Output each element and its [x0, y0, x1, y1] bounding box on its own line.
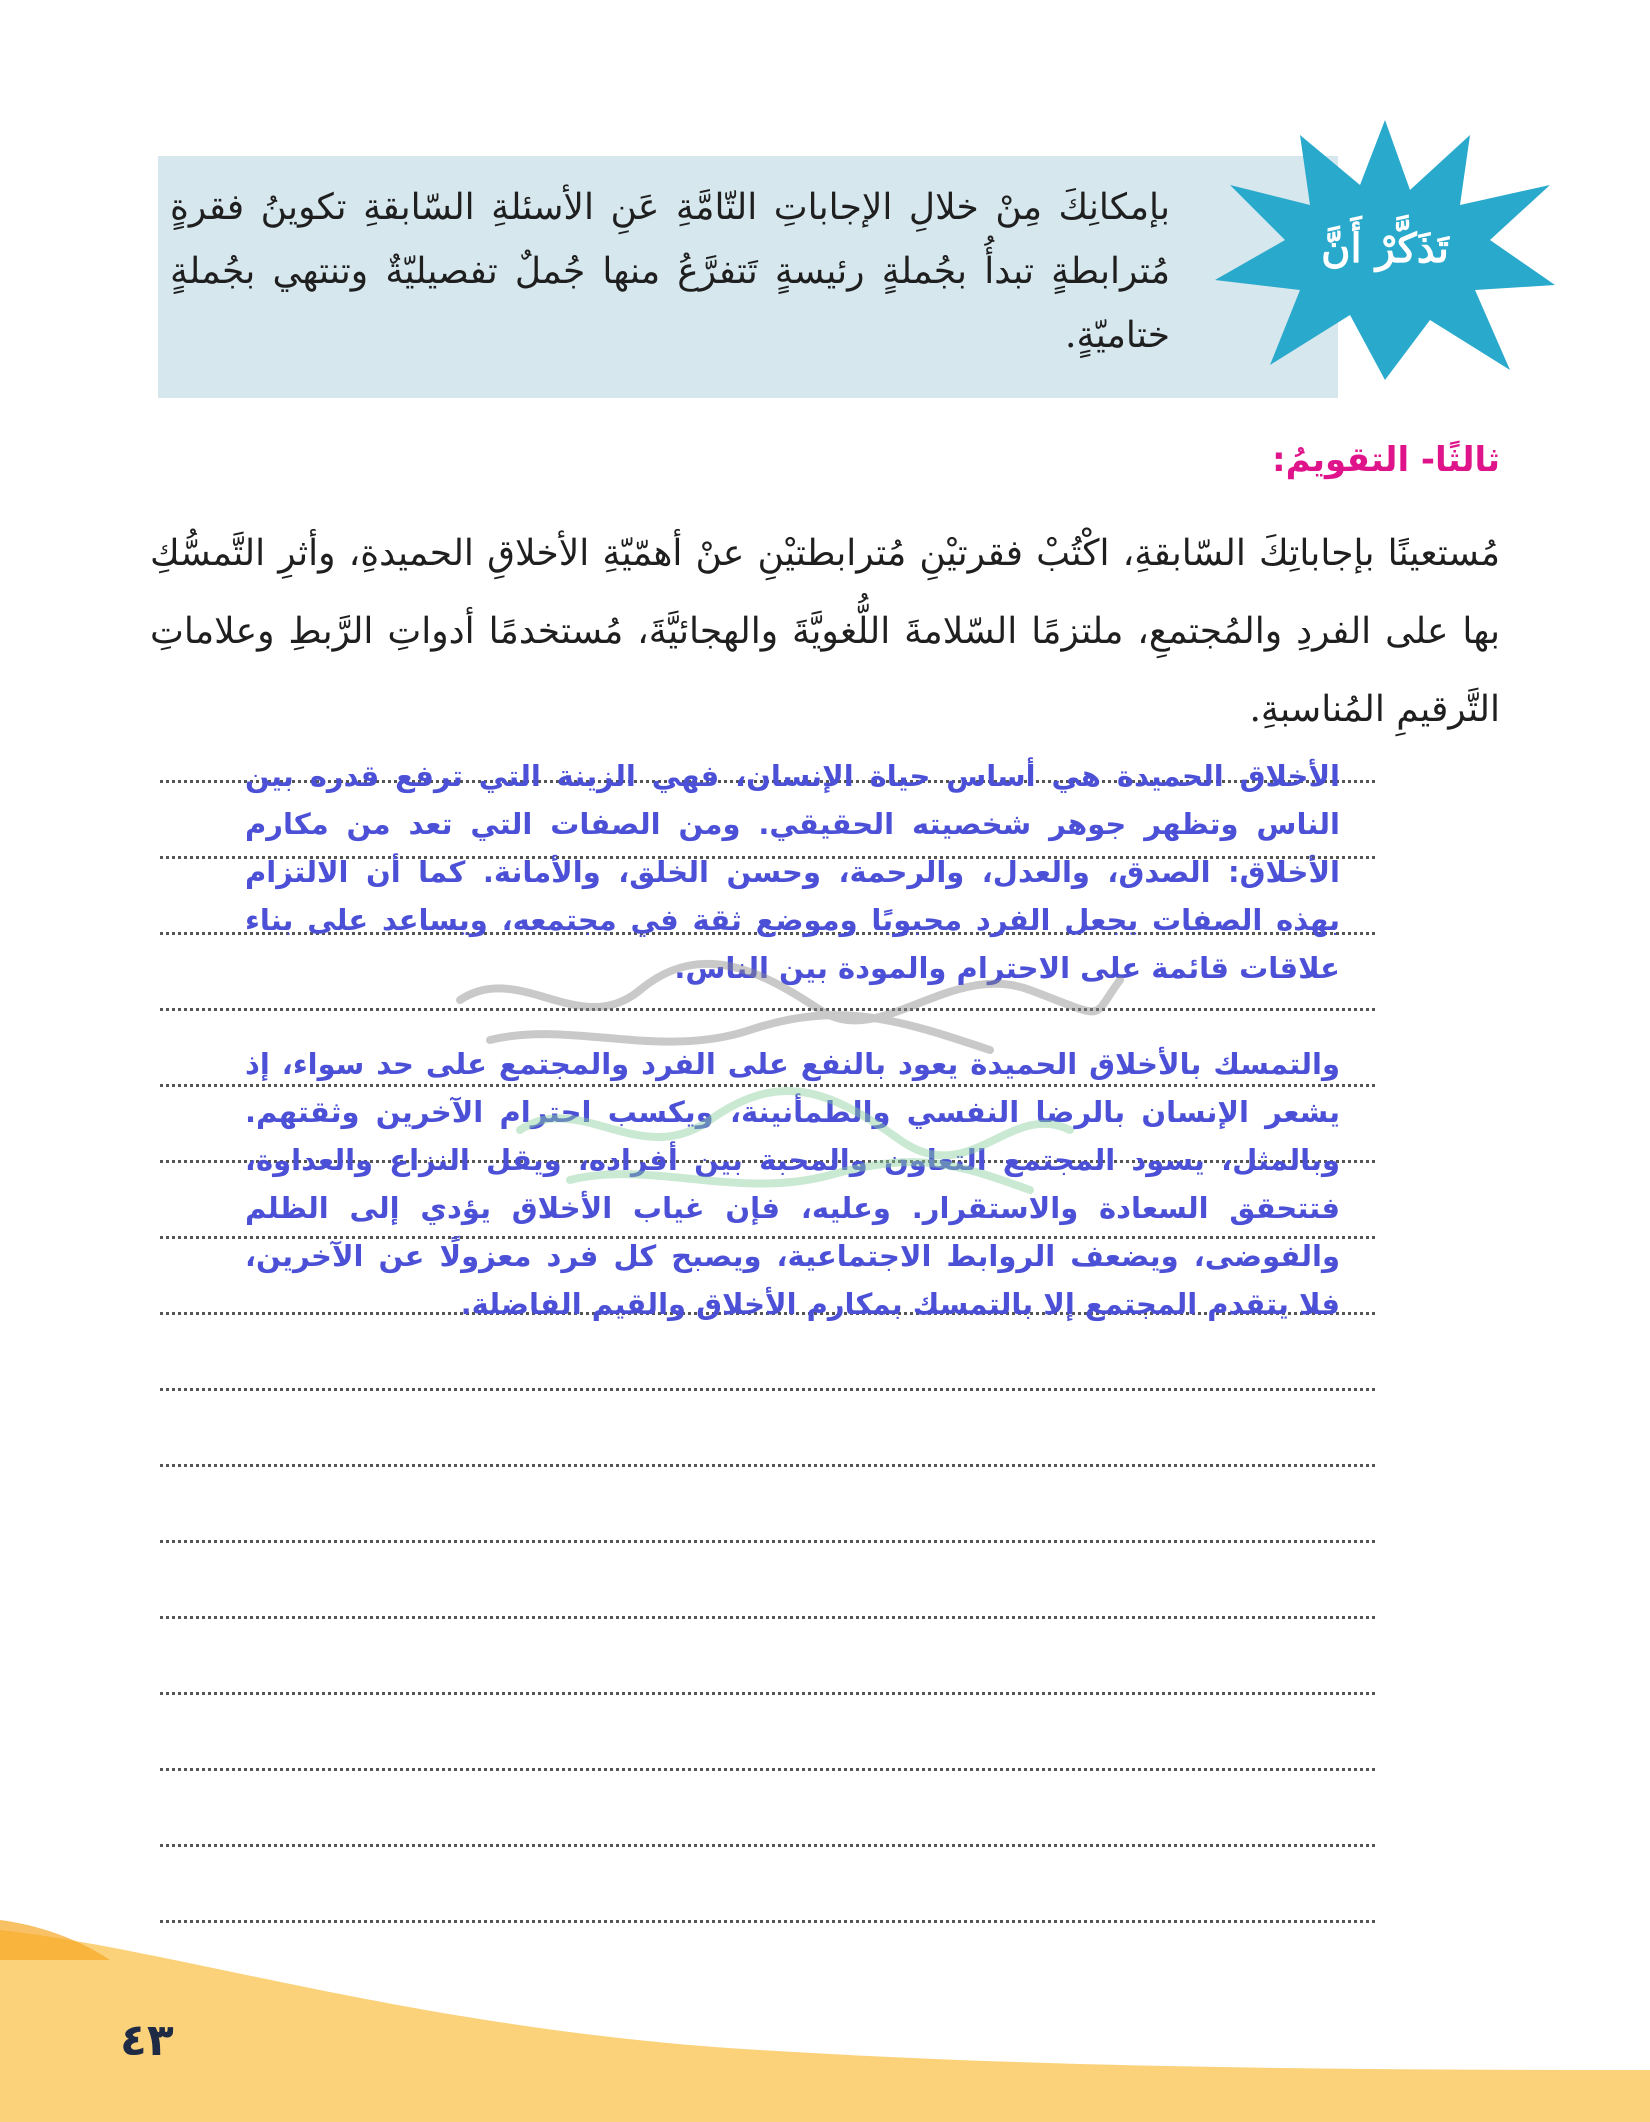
- remember-text: بإمكانِكَ مِنْ خلالِ الإجاباتِ التّامَّةِ عَنِ الأسئلةِ السّابقةِ تكوينُ فقرةٍ مُترابطةٍ تبدأُ بجُملةٍ رئيسةٍ تَتفرَّعُ منها جُملٌ تفصيليّةٌ وتنتهي بجُملةٍ ختاميّةٍ.: [170, 187, 1170, 356]
- writing-line: [160, 1692, 1375, 1695]
- writing-line: [160, 1616, 1375, 1619]
- writing-line: [160, 1388, 1375, 1391]
- section-title: ثالثًا- التقويمُ:: [1271, 440, 1500, 480]
- writing-line: [160, 1768, 1375, 1771]
- writing-line: [160, 1008, 1375, 1011]
- footer-wave: [0, 1920, 1650, 2122]
- answer-paragraph-1: الأخلاق الحميدة هي أساس حياة الإنسان، فهي الزينة التي ترفع قدره بين الناس وتظهر جوهر شخصيته الحقيقي. ومن الصفات التي تعد من مكارم الأخلاق: الصدق، والعدل، والرحمة، وحسن الخلق، والأمانة. كما أن الالتزام بهذه الصفات يجعل الفرد محبوبًا وموضع ثقة في مجتمعه، ويساعد على بناء علاقات قائمة على الاحترام والمودة بين الناس.: [245, 759, 1340, 985]
- writing-line: [160, 1844, 1375, 1847]
- writing-line: [160, 1540, 1375, 1543]
- question-text: مُستعينًا بإجاباتِكَ السّابقةِ، اكْتُبْ فقرتيْنِ مُترابطتيْنِ عنْ أهمّيّةِ الأخلاقِ الحميدةِ، وأثرِ التَّمسُّكِ بها على الفردِ والمُجتمعِ، ملتزمًا السّلامةَ اللُّغويَّةَ والهجائيَّةَ، مُستخدمًا أدواتِ الرَّبطِ وعلاماتِ التَّرقيمِ المُناسبةِ.: [150, 533, 1500, 730]
- page-number: ٤٣: [120, 2015, 174, 2066]
- writing-line: [160, 1464, 1375, 1467]
- answer-paragraph-2: والتمسك بالأخلاق الحميدة يعود بالنفع على الفرد والمجتمع على حد سواء، إذ يشعر الإنسان بالرضا النفسي والطمأنينة، ويكسب احترام الآخرين وثقتهم. وبالمثل، يسود المجتمع التعاون والمحبة بين أفراده، ويقل النزاع والعداوة، فتتحقق السعادة والاستقرار. وعليه، فإن غياب الأخلاق يؤدي إلى الظلم والفوضى، ويضعف الروابط الاجتماعية، ويصبح كل فرد معزولًا عن الآخرين، فلا يتقدم المجتمع إلا بالتمسك بمكارم الأخلاق والقيم الفاضلة.: [245, 1047, 1340, 1321]
- remember-label: تَذَكَّرْ أَنَّ: [1321, 225, 1449, 272]
